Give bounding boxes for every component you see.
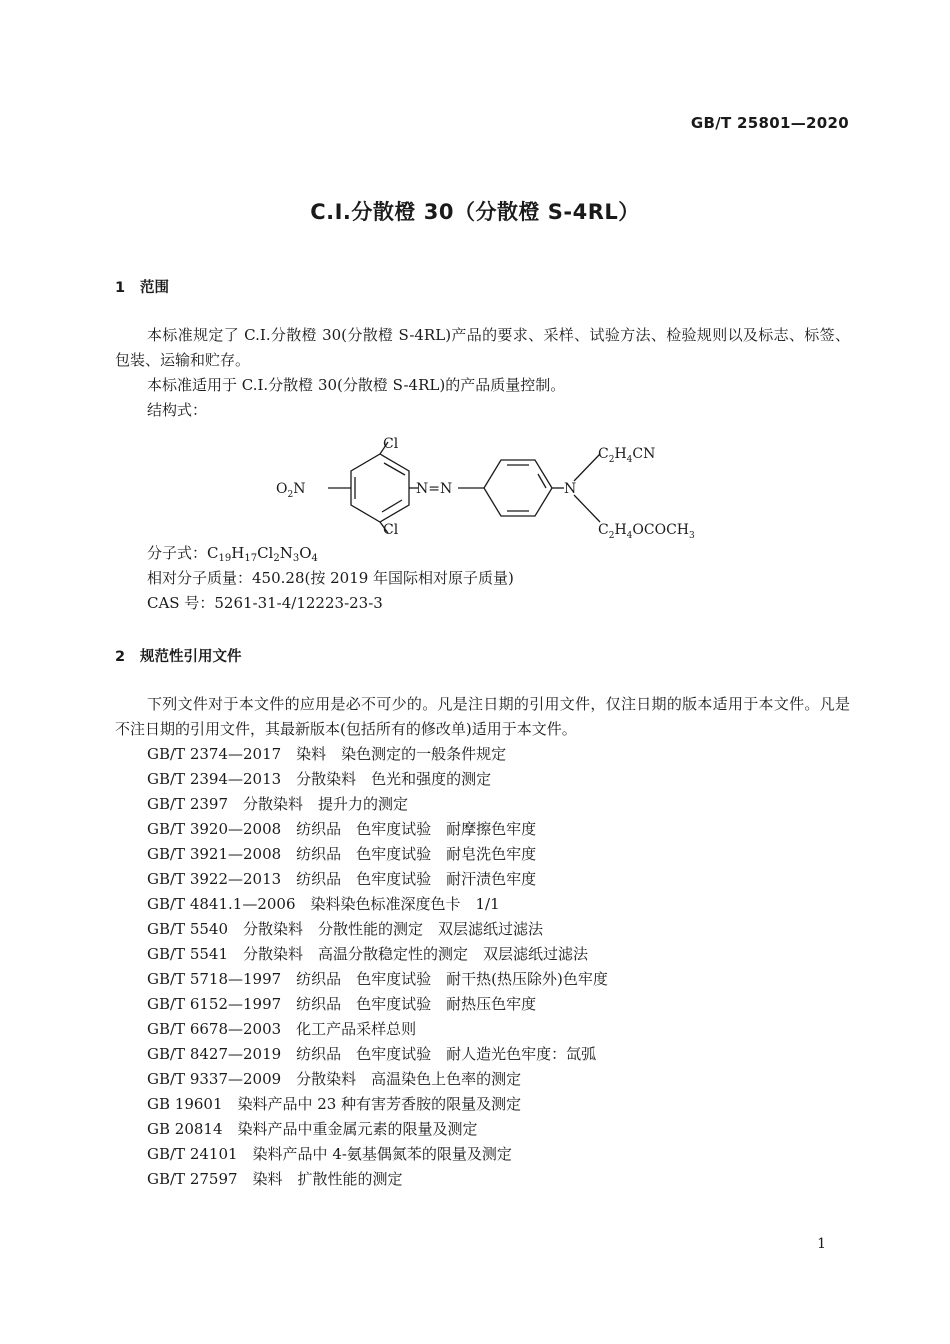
reference-item: GB 19601 染料产品中 23 种有害芳香胺的限量及测定 — [147, 1095, 522, 1113]
scope-paragraph-2: 本标准适用于 C.I.分散橙 30(分散橙 S-4RL)的产品质量控制。 — [147, 376, 566, 394]
document-title: C.I.分散橙 30（分散橙 S-4RL） — [310, 200, 640, 224]
cas-number: CAS 号：5261-31-4/12223-23-3 — [147, 594, 383, 612]
reference-item: GB/T 3921—2008 纺织品 色牢度试验 耐皂洗色牢度 — [147, 845, 537, 863]
reference-item: GB/T 3920—2008 纺织品 色牢度试验 耐摩擦色牢度 — [147, 820, 537, 838]
section-2-number: 2 — [115, 649, 126, 665]
cl-bottom-label: Cl — [383, 522, 399, 538]
reference-item: GB 20814 染料产品中重金属元素的限量及测定 — [147, 1120, 478, 1138]
amine-n-label: N — [564, 481, 577, 497]
molecular-mass: 相对分子质量：450.28(按 2019 年国际相对原子质量) — [147, 569, 514, 587]
structural-formula — [270, 432, 700, 546]
azo-label: N=N — [416, 481, 453, 497]
reference-item: GB/T 6152—1997 纺织品 色牢度试验 耐热压色牢度 — [147, 995, 537, 1013]
acetoxyethyl-label: $C_2H_4OCOCH_3$ — [598, 522, 695, 541]
reference-item: GB/T 8427—2019 纺织品 色牢度试验 耐人造光色牢度：氙弧 — [147, 1045, 597, 1063]
reference-item: GB/T 24101 染料产品中 4-氨基偶氮苯的限量及测定 — [147, 1145, 512, 1163]
reference-item: GB/T 2374—2017 染料 染色测定的一般条件规定 — [147, 745, 507, 763]
cl-top-label: Cl — [383, 436, 399, 452]
section-1-title: 范围 — [140, 280, 169, 296]
nitro-label: $O_2N$ — [276, 481, 306, 500]
reference-item: GB/T 5541 分散染料 高温分散稳定性的测定 双层滤纸过滤法 — [147, 945, 589, 963]
scope-paragraph-1: 本标准规定了 C.I.分散橙 30(分散橙 S-4RL)产品的要求、采样、试验方法、检验规则以及标志、标签、包装、运输和贮存。 — [115, 326, 850, 369]
reference-item: GB/T 5718—1997 纺织品 色牢度试验 耐干热(热压除外)色牢度 — [147, 970, 608, 988]
section-2-title: 规范性引用文件 — [140, 649, 242, 665]
reference-item: GB/T 2394—2013 分散染料 色光和强度的测定 — [147, 770, 492, 788]
reference-item: GB/T 5540 分散染料 分散性能的测定 双层滤纸过滤法 — [147, 920, 544, 938]
section-1-heading — [115, 276, 169, 297]
section-2-heading — [115, 645, 242, 666]
cyanoethyl-label: $C_2H_4CN$ — [598, 446, 656, 465]
reference-item: GB/T 9337—2009 分散染料 高温染色上色率的测定 — [147, 1070, 522, 1088]
molecular-formula: 分子式：$C_{19}H_{17}Cl_2N_3O_4$ — [147, 544, 318, 564]
references-intro: 下列文件对于本文件的应用是必不可少的。凡是注日期的引用文件，仅注日期的版本适用于本文件。凡是不注日期的引用文件，其最新版本(包括所有的修改单)适用于本文件。 — [115, 695, 850, 738]
reference-item: GB/T 3922—2013 纺织品 色牢度试验 耐汗渍色牢度 — [147, 870, 537, 888]
standard-code: GB/T 25801—2020 — [690, 114, 849, 132]
page-number: 1 — [817, 1236, 826, 1252]
left-benzene-ring — [351, 454, 409, 522]
reference-item: GB/T 27597 染料 扩散性能的测定 — [147, 1170, 403, 1188]
reference-item: GB/T 4841.1—2006 染料染色标准深度色卡 1/1 — [147, 895, 500, 913]
structural-formula-drawing — [270, 432, 700, 542]
section-1-number: 1 — [115, 280, 126, 296]
reference-item: GB/T 2397 分散染料 提升力的测定 — [147, 795, 409, 813]
structure-label: 结构式： — [147, 401, 208, 419]
reference-item: GB/T 6678—2003 化工产品采样总则 — [147, 1020, 417, 1038]
right-benzene-ring — [484, 460, 552, 516]
